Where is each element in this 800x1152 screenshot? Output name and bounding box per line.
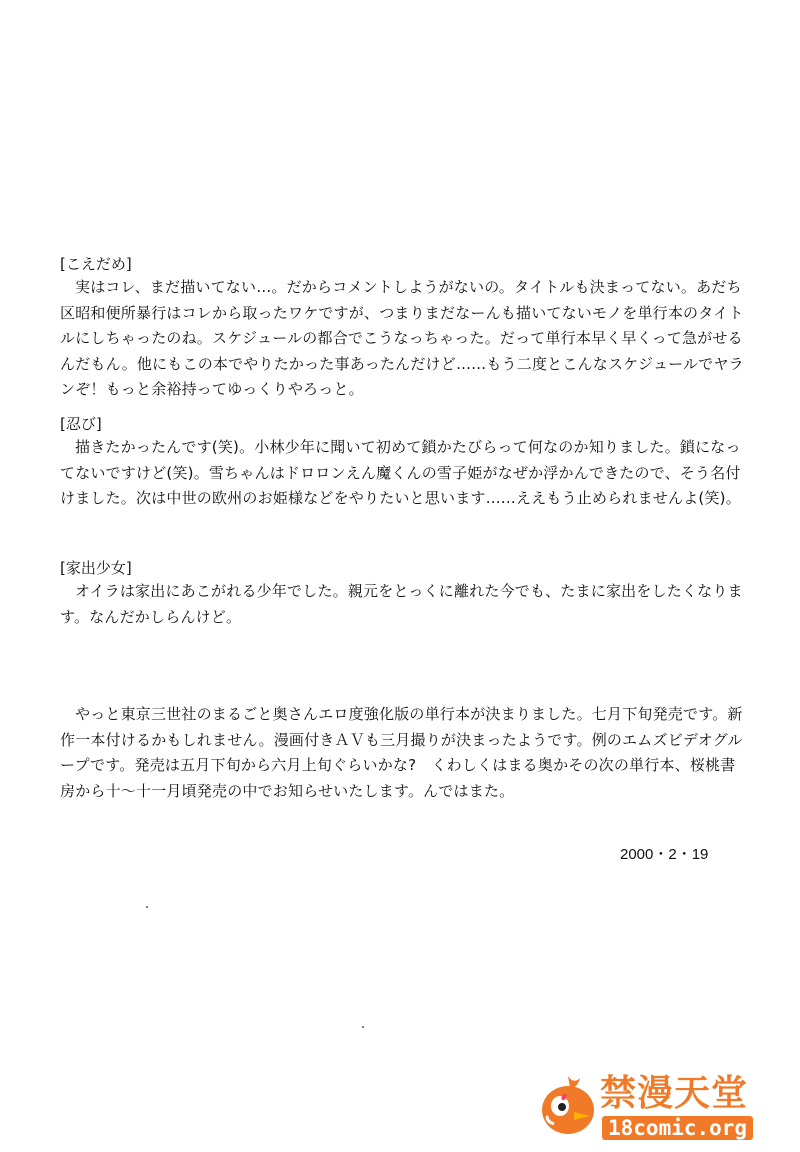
section-heading: [忍び] bbox=[60, 415, 102, 433]
section-koedame bbox=[60, 253, 750, 403]
section-body: 実はコレ、まだ描いてない…。だからコメントしようがないの。タイトルも決まってない。あだち区昭和便所暴行はコレから取ったワケですが、つまりまだなーんも描いてないモノを単行本のタイトルにしちゃったのね。スケジュールの都合でこうなっちゃった。だって単行本早く早くって急がせるんだもん。他にもこの本でやりたかった事あったんだけど……もう二度とこんなスケジュールでヤランぞ！もっと余裕持ってゆっくりやろっと。 bbox=[60, 278, 744, 398]
chick-mascot-icon bbox=[538, 1072, 598, 1138]
section-heading: [こえだめ] bbox=[60, 255, 132, 273]
section-shinobi bbox=[60, 413, 750, 512]
date-signature: 2000・2・19 bbox=[620, 846, 709, 863]
section-heading: [家出少女] bbox=[60, 559, 132, 577]
section-body: 描きたかったんです(笑)。小林少年に聞いて初めて鎖かたびらって何なのか知りました。鎖になってないですけど(笑)。雪ちゃんはドロロンえん魔くんの雪子姫がなぜか浮かんできたので、そう名付けました。次は中世の欧州のお姫様などをやりたいと思います……ええもう止められませんよ(笑)。 bbox=[60, 438, 741, 507]
closing-body: やっと東京三世社のまるごと奥さんエロ度強化版の単行本が決まりました。七月下旬発売です。新作一本付けるかもしれません。漫画付きＡＶも三月撮りが決まったようです。例のエムズビデオグループです。発売は五月下旬から六月上旬ぐらいかな? くわしくはまる奥かその次の単行本、桜桃書房から十〜十一月頃発売の中でお知らせいたします。んではまた。 bbox=[60, 705, 743, 800]
scan-speck bbox=[146, 906, 148, 908]
watermark-url[interactable]: 18comic.org bbox=[602, 1116, 753, 1140]
section-iede-shoujo bbox=[60, 557, 750, 630]
scan-speck bbox=[362, 1026, 364, 1028]
section-body: オイラは家出にあこがれる少年でした。親元をとっくに離れた今でも、たまに家出をしたくなります。なんだかしらんけど。 bbox=[60, 582, 743, 626]
closing-note bbox=[60, 702, 750, 804]
watermark-title: 禁漫天堂 bbox=[600, 1073, 749, 1114]
site-watermark bbox=[538, 1064, 770, 1144]
